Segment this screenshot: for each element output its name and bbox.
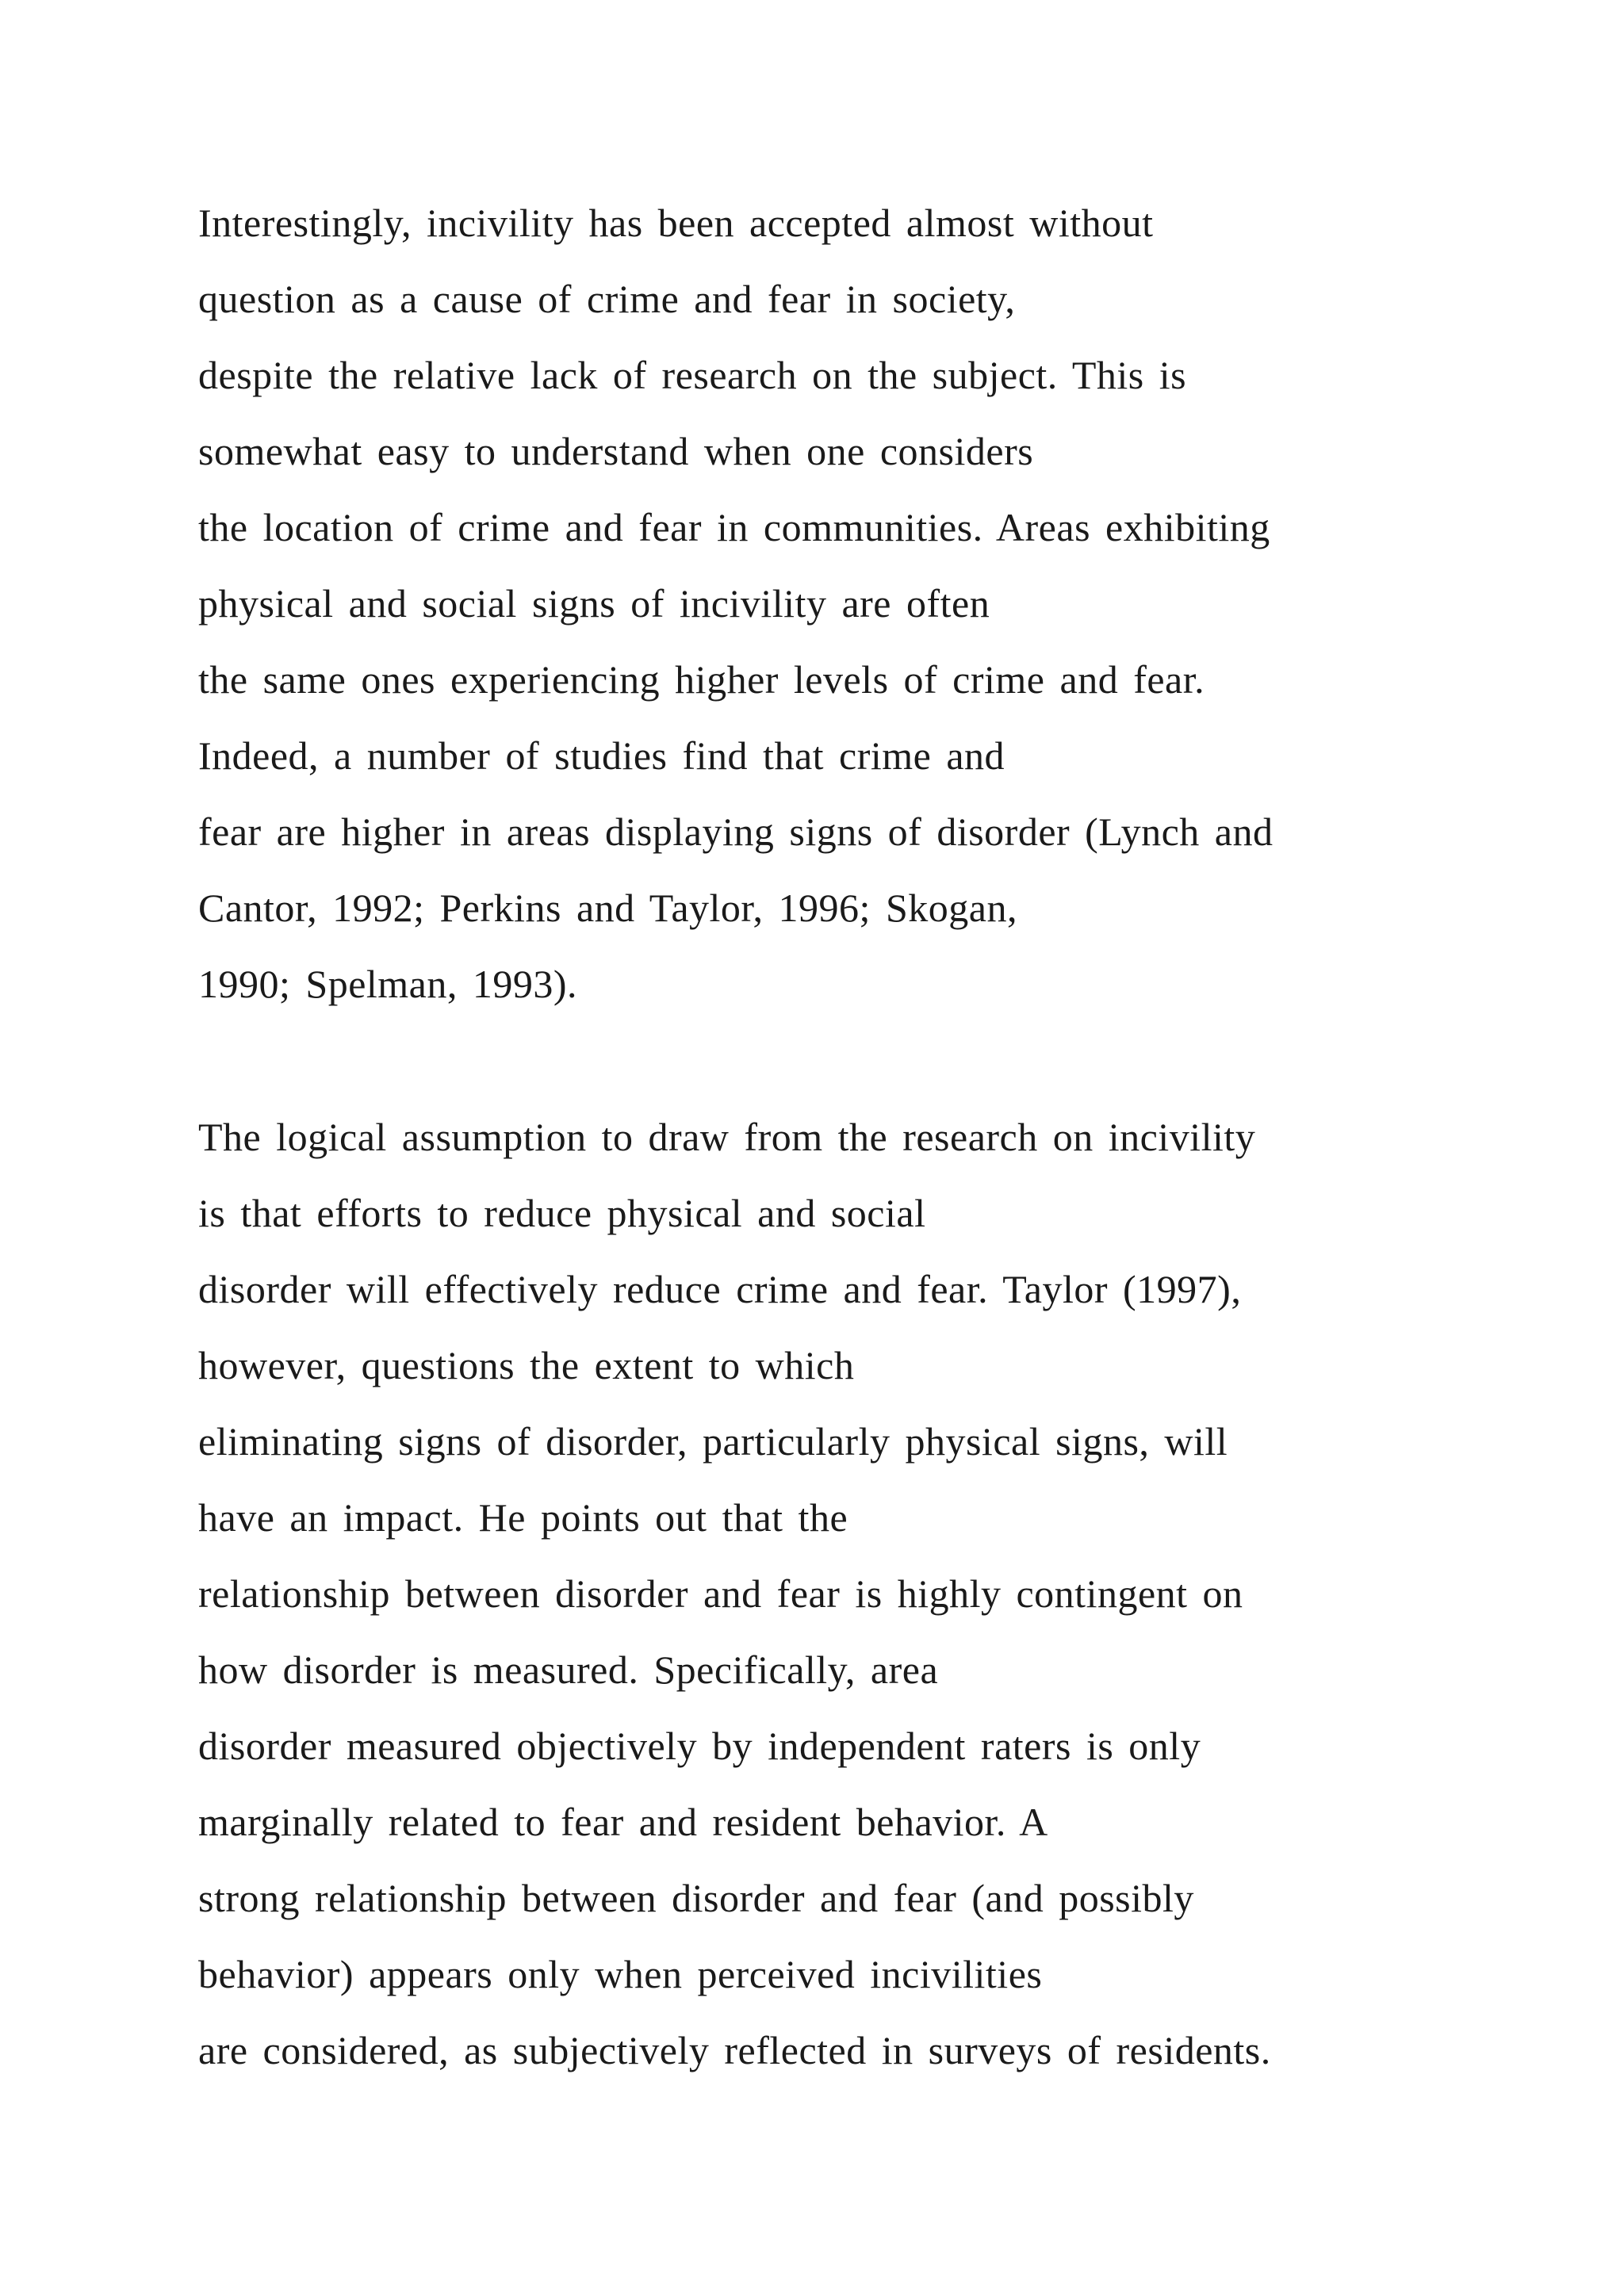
text-line: strong relationship between disorder and fear (and possibly — [198, 1876, 1194, 1920]
text-line: The logical assumption to draw from the research on incivility — [198, 1115, 1256, 1159]
text-line: the location of crime and fear in communities. Areas exhibiting — [198, 505, 1270, 549]
text-line: physical and social signs of incivility are often — [198, 581, 990, 626]
text-line: is that efforts to reduce physical and social — [198, 1191, 926, 1235]
text-line: relationship between disorder and fear is highly contingent on — [198, 1571, 1243, 1616]
text-line: however, questions the extent to which — [198, 1343, 855, 1387]
text-line: 1990; Spelman, 1993). — [198, 962, 578, 1006]
text-line: the same ones experiencing higher levels of crime and fear. — [198, 657, 1205, 702]
text-line: Interestingly, incivility has been accepted almost without — [198, 201, 1154, 245]
text-line: behavior) appears only when perceived incivilities — [198, 1952, 1043, 1996]
text-line: question as a cause of crime and fear in society, — [198, 277, 1016, 321]
text-line: Indeed, a number of studies find that crime and — [198, 733, 1005, 778]
text-line: are considered, as subjectively reflected in surveys of residents. — [198, 2028, 1271, 2072]
text-line: fear are higher in areas displaying signs of disorder (Lynch and — [198, 809, 1274, 854]
text-line: Cantor, 1992; Perkins and Taylor, 1996; Skogan, — [198, 886, 1017, 930]
text-line: despite the relative lack of research on the subject. This is — [198, 353, 1187, 397]
text-line: somewhat easy to understand when one considers — [198, 429, 1034, 473]
text-line: how disorder is measured. Specifically, area — [198, 1647, 939, 1692]
text-line: have an impact. He points out that the — [198, 1495, 848, 1540]
text-line: eliminating signs of disorder, particularly physical signs, will — [198, 1419, 1228, 1464]
paragraph-1 — [198, 185, 1610, 1022]
paragraph-2 — [198, 1099, 1610, 2088]
text-line: disorder measured objectively by independent raters is only — [198, 1724, 1201, 1768]
text-line: disorder will effectively reduce crime and fear. Taylor (1997), — [198, 1267, 1242, 1311]
text-line: marginally related to fear and resident behavior. A — [198, 1800, 1048, 1844]
